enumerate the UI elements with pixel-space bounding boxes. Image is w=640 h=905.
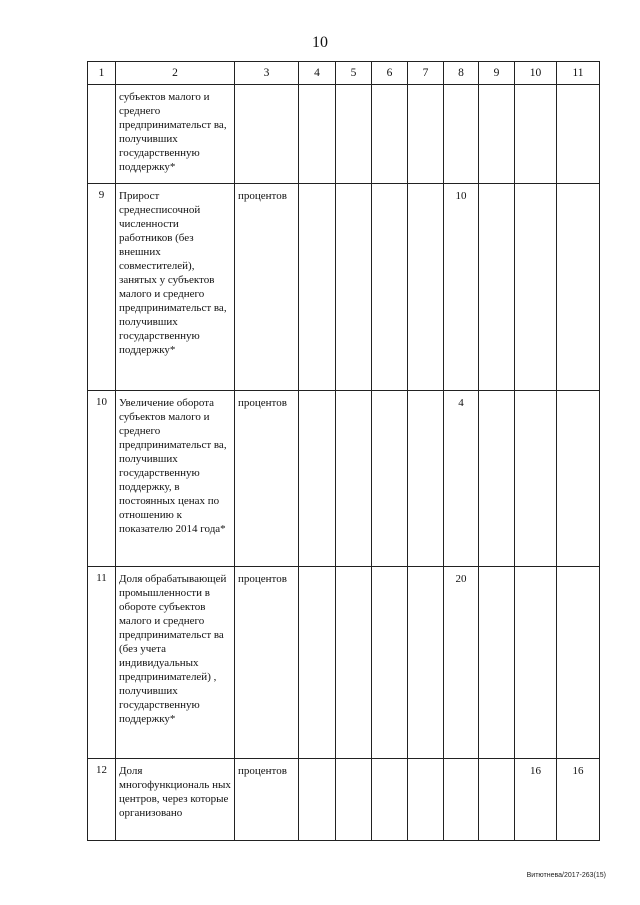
row-number: 11: [88, 567, 116, 759]
value-col8: [444, 85, 479, 184]
header-cell: 2: [116, 62, 235, 85]
header-cell: 5: [336, 62, 372, 85]
indicators-table: [87, 61, 600, 841]
row-number: 9: [88, 184, 116, 391]
value-col11: [557, 391, 600, 567]
indicator-description: Увеличение оборота субъектов малого и среднего предпринимательст ва, получивших государственную поддержку, в постоянных ценах по отношению к показателю 2014 года*: [116, 391, 235, 567]
header-cell: 9: [479, 62, 515, 85]
header-cell: 11: [557, 62, 600, 85]
header-cell: 3: [235, 62, 299, 85]
header-cell: 10: [515, 62, 557, 85]
value-col8: 4: [444, 391, 479, 567]
row-number: 10: [88, 391, 116, 567]
unit-cell: процентов: [235, 759, 299, 841]
page-number: 10: [312, 34, 328, 51]
header-cell: 8: [444, 62, 479, 85]
value-col8: 20: [444, 567, 479, 759]
unit-cell: процентов: [235, 567, 299, 759]
value-col11: [557, 184, 600, 391]
table-row: [88, 184, 600, 391]
table-row: [88, 567, 600, 759]
unit-cell: процентов: [235, 184, 299, 391]
indicator-description: субъектов малого и среднего предпринимательст ва, получивших государственную поддержку*: [116, 85, 235, 184]
header-cell: 1: [88, 62, 116, 85]
value-col10: [515, 85, 557, 184]
value-col11: [557, 85, 600, 184]
indicator-description: Прирост среднесписочной численности работников (без внешних совместителей), занятых у субъектов малого и среднего предпринимательст ва, получивших государственную поддержку*: [116, 184, 235, 391]
value-col10: 16: [515, 759, 557, 841]
table-row: [88, 759, 600, 841]
value-col10: [515, 184, 557, 391]
row-number: [88, 85, 116, 184]
value-col8: 10: [444, 184, 479, 391]
value-col11: [557, 567, 600, 759]
indicator-description: Доля обрабатывающей промышленности в обороте субъектов малого и среднего предпринимательст ва (без учета индивидуальных предпринимателей) , получивших государственную поддержку*: [116, 567, 235, 759]
value-col11: 16: [557, 759, 600, 841]
indicator-description: Доля многофункциональ ных центров, через которые организовано: [116, 759, 235, 841]
unit-cell: [235, 85, 299, 184]
header-cell: 7: [408, 62, 444, 85]
header-cell: 6: [372, 62, 408, 85]
row-number: 12: [88, 759, 116, 841]
value-col8: [444, 759, 479, 841]
unit-cell: процентов: [235, 391, 299, 567]
document-reference: Витютнева/2017-263(15): [526, 872, 606, 879]
value-col10: [515, 567, 557, 759]
value-col10: [515, 391, 557, 567]
table-row: [88, 85, 600, 184]
table-row: [88, 391, 600, 567]
table-header-row: [88, 62, 600, 85]
header-cell: 4: [299, 62, 336, 85]
